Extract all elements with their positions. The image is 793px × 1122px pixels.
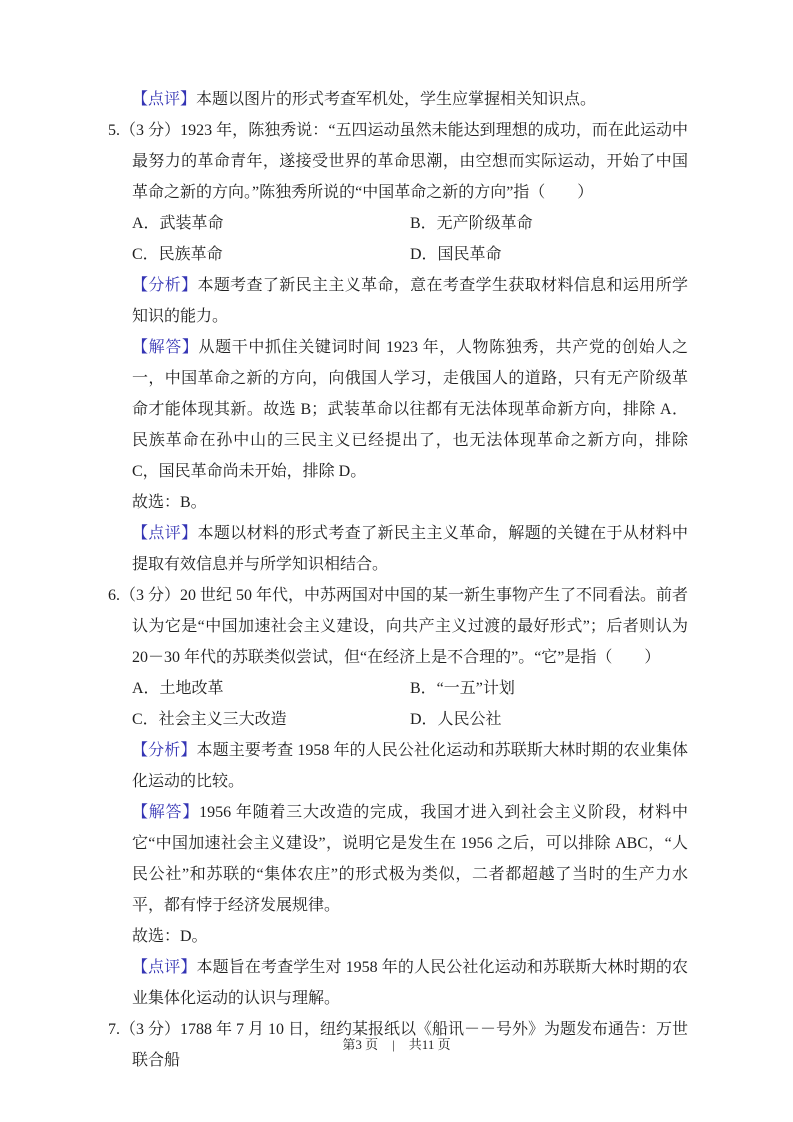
question-stem: （3 分）20 世纪 50 年代，中苏两国对中国的某一新生事物产生了不同看法。前者认为它是“中国加速社会主义建设，向共产主义过渡的最好形式”；后者则认为 20－30 年代的苏联类似尝试，但“在经济上是不合理的”。“它”是指（ ） (120, 587, 689, 666)
question-number: 7. (108, 1021, 120, 1038)
verdict-text: 故选：D。 (132, 928, 208, 945)
option-a: A．土地改革 (132, 680, 224, 697)
question-5-analysis-block (132, 270, 688, 332)
question-5-options-row-2 (132, 239, 688, 270)
question-5-verdict (132, 487, 688, 518)
option-d: D．国民革命 (410, 246, 502, 263)
analysis-label: 【分析】 (132, 742, 197, 759)
question-5-options-row-1 (132, 208, 688, 239)
answer-label: 【解答】 (132, 339, 199, 356)
analysis-label: 【分析】 (132, 277, 198, 294)
question-5-answer-block (132, 332, 688, 487)
question-number: 6. (108, 587, 120, 604)
question-6-analysis-block (132, 735, 688, 797)
comment-text: 本题以图片的形式考查军机处，学生应掌握相关知识点。 (196, 91, 597, 108)
answer-label: 【解答】 (132, 804, 200, 821)
option-c: C．社会主义三大改造 (132, 711, 287, 728)
question-stem: （3 分）1923 年，陈独秀说：“五四运动虽然未能达到理想的成功，而在此运动中最努力的革命青年，遂接受世界的革命思潮，由空想而实际运动，开始了中国革命之新的方向。”陈独秀所说的“中国革命之新的方向”指（ ） (120, 122, 688, 201)
option-b: B．“一五”计划 (410, 680, 515, 697)
footer-page-total: 共11 页 (408, 1037, 451, 1052)
question-6-options-row-2 (132, 704, 688, 735)
question-number: 5. (108, 122, 120, 139)
option-c: C．民族革命 (132, 246, 223, 263)
comment-label: 【点评】 (132, 525, 198, 542)
footer-page-number: 第3 页 (342, 1037, 379, 1052)
question-6-options-row-1 (132, 673, 688, 704)
footer-separator: | (392, 1037, 395, 1052)
comment-text: 本题以材料的形式考查了新民主主义革命，解题的关键在于从材料中提取有效信息并与所学知识相结合。 (132, 525, 688, 573)
question-6-comment-block (132, 952, 688, 1014)
question-6-verdict (132, 921, 688, 952)
option-a: A．武装革命 (132, 215, 224, 232)
comment-label: 【点评】 (132, 91, 197, 108)
comment-label: 【点评】 (132, 959, 197, 976)
page-footer (0, 1036, 793, 1054)
comment-text: 本题旨在考查学生对 1958 年的人民公社化运动和苏联斯大林时期的农业集体化运动的认识与理解。 (132, 959, 688, 1007)
question-stem: （3 分）1788 年 7 月 10 日，纽约某报纸以《船讯－－号外》为题发布通告：万世联合船 (120, 1021, 689, 1069)
question-6-stem-block (108, 580, 688, 673)
question-5-comment-block (132, 518, 688, 580)
q4-comment-block (132, 84, 688, 115)
option-b: B．无产阶级革命 (410, 215, 533, 232)
analysis-text: 本题主要考查 1958 年的人民公社化运动和苏联斯大林时期的农业集体化运动的比较。 (132, 742, 688, 790)
option-d: D．人民公社 (410, 711, 502, 728)
answer-text: 1956 年随着三大改造的完成，我国才进入到社会主义阶段，材料中它“中国加速社会主义建设”，说明它是发生在 1956 之后，可以排除 ABC，“人民公社”和苏联的“集体农庄”的形式极为类似，二者都超越了当时的生产力水平，都有悖于经济发展规律。 (132, 804, 688, 914)
question-6-answer-block (132, 797, 688, 921)
answer-text: 从题干中抓住关键词时间 1923 年，人物陈独秀，共产党的创始人之一，中国革命之新的方向，向俄国人学习，走俄国人的道路，只有无产阶级革命才能体现其新。故选 B；武装革命以往都有无法体现革命新方向，排除 A．民族革命在孙中山的三民主义已经提出了，也无法体现革命之新方向，排除 C，国民革命尚未开始，排除 D。 (132, 339, 688, 480)
question-5-stem-block (108, 115, 688, 208)
verdict-text: 故选：B。 (132, 494, 207, 511)
analysis-text: 本题考查了新民主主义革命，意在考查学生获取材料信息和运用所学知识的能力。 (132, 277, 688, 325)
page-content (108, 84, 688, 1076)
